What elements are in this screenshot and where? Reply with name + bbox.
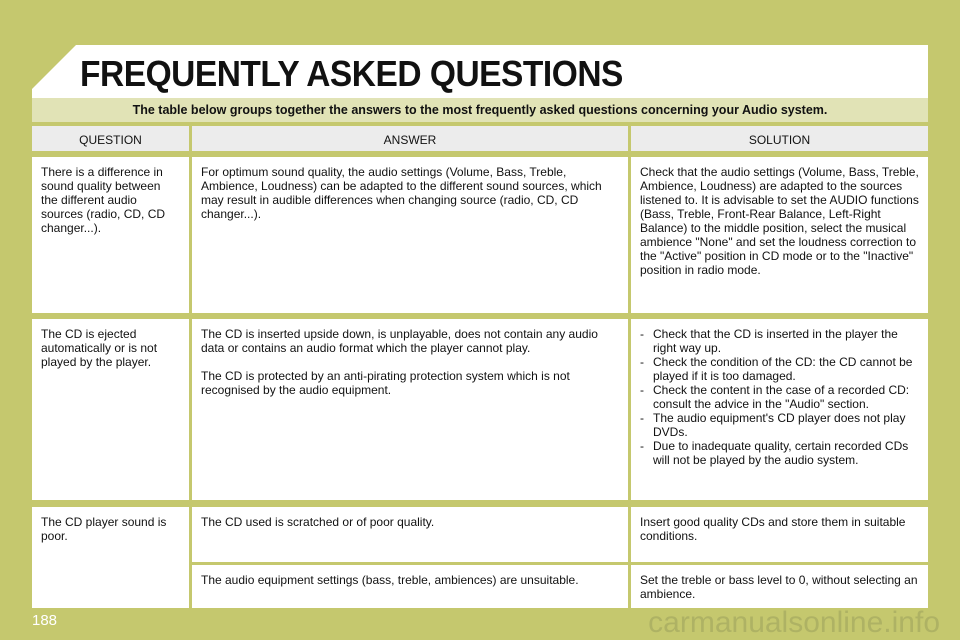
row2-question: The CD is ejected automatically or is not played by the player. <box>32 319 189 500</box>
solution-item: - Check that the CD is inserted in the player the right way up. <box>640 327 919 355</box>
row1-question: There is a difference in sound quality between the different audio sources (radio, CD, CD changer...). <box>32 157 189 313</box>
solution-item: - Check the condition of the CD: the CD cannot be played if it is too damaged. <box>640 355 919 383</box>
solution-item: - The audio equipment's CD player does not play DVDs. <box>640 411 919 439</box>
row2-answer <box>192 319 628 500</box>
solution-item: - Due to inadequate quality, certain recorded CDs will not be played by the audio system. <box>640 439 919 467</box>
header-answer: ANSWER <box>192 126 628 151</box>
solution-item: - Check the content in the case of a recorded CD: consult the advice in the "Audio" section. <box>640 383 919 411</box>
answer-paragraph: The CD is inserted upside down, is unplayable, does not contain any audio data or contains an audio format which the player cannot play. <box>201 327 598 355</box>
subtitle: The table below groups together the answers to the most frequently asked questions concerning your Audio system. <box>32 98 928 122</box>
page-title: FREQUENTLY ASKED QUESTIONS <box>80 53 623 94</box>
answer-paragraph: The CD is protected by an anti-pirating protection system which is not recognised by the audio equipment. <box>201 369 570 397</box>
watermark: carmanualsonline.info <box>648 606 940 639</box>
header-question: QUESTION <box>32 126 189 151</box>
row1-solution: Check that the audio settings (Volume, Bass, Treble, Ambience, Loudness) are adapted to the sources listened to. It is advisable to set the AUDIO functions (Bass, Treble, Front-Rear Balance, Left-Right Balance) to the middle position, select the musical ambience "None" and set the loudness correction to the "Active" position in CD mode or to the "Inactive" position in radio mode. <box>631 157 928 313</box>
row3-question: The CD player sound is poor. <box>32 507 189 608</box>
row3-solution-2: Set the treble or bass level to 0, without selecting an ambience. <box>631 565 928 608</box>
row2-solution <box>631 319 928 500</box>
header-solution: SOLUTION <box>631 126 928 151</box>
row3-solution-1: Insert good quality CDs and store them in suitable conditions. <box>631 507 928 562</box>
page-number: 188 <box>32 612 58 629</box>
row3-answer-1: The CD used is scratched or of poor quality. <box>192 507 628 562</box>
row1-answer: For optimum sound quality, the audio settings (Volume, Bass, Treble, Ambience, Loudness) can be adapted to the different sound sources, which may result in audible differences when changing source (radio, CD, CD changer...). <box>192 157 628 313</box>
row3-answer-2: The audio equipment settings (bass, treble, ambiences) are unsuitable. <box>192 565 628 608</box>
